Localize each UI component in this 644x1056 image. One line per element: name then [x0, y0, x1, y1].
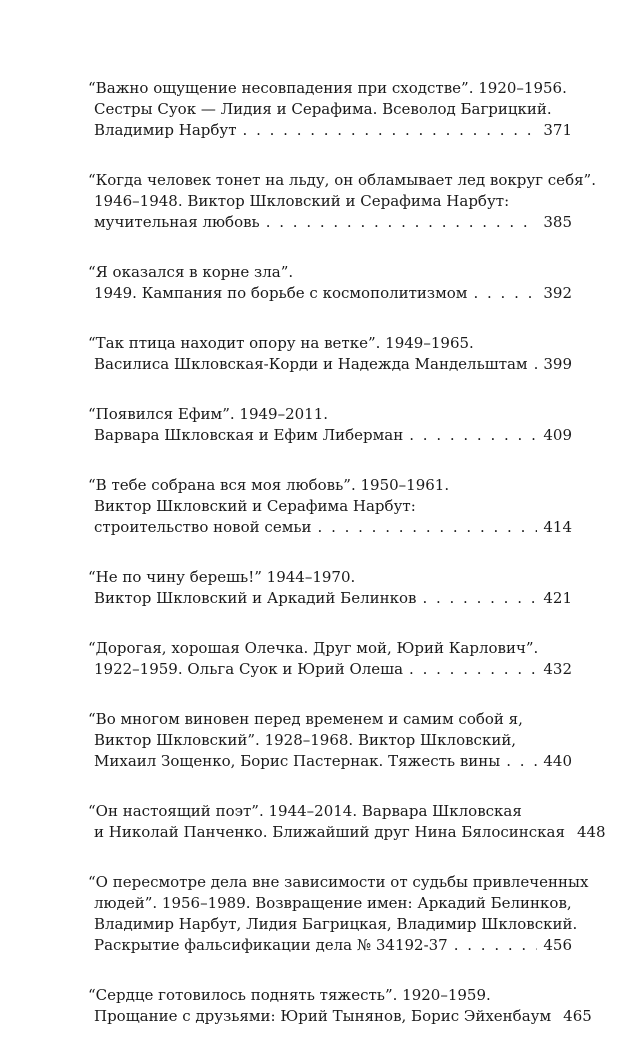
- toc-entry-line: “О пересмотре дела вне зависимости от судьбы привлеченных: [88, 873, 589, 891]
- toc-entry-line: Владимир Нарбут, Лидия Багрицкая, Владимир Шкловский.: [94, 915, 578, 933]
- toc-entry-line: Раскрытие фальсификации дела № 34192-37: [94, 936, 448, 954]
- toc-entry[interactable]: [88, 872, 589, 956]
- toc-entry-line: строительство новой семьи: [94, 518, 312, 536]
- toc-entry-line: мучительная любовь: [94, 213, 260, 231]
- page-number: 414: [543, 518, 572, 536]
- page-number: 385: [543, 213, 572, 231]
- toc-entry-line: 1949. Кампания по борьбе с космополитизмом: [94, 284, 468, 302]
- table-of-contents: [88, 78, 606, 1056]
- toc-entry-line: “Он настоящий поэт”. 1944–2014. Варвара Шкловская: [88, 802, 522, 820]
- toc-entry-line: Виктор Шкловский”. 1928–1968. Виктор Шкловский,: [94, 731, 517, 749]
- toc-entry-last-line: [88, 120, 572, 141]
- toc-entry[interactable]: [88, 567, 572, 609]
- dot-leader: [243, 120, 538, 141]
- toc-entry-line: Виктор Шкловский и Аркадий Белинков: [94, 589, 417, 607]
- toc-entry-last-line: [88, 212, 572, 233]
- page-number: 371: [543, 121, 572, 139]
- page-number: 432: [543, 660, 572, 678]
- dot-leader: [318, 517, 538, 538]
- toc-entry-line: “В тебе собрана вся моя любовь”. 1950–1961.: [88, 476, 450, 494]
- toc-entry-last-line: [88, 1006, 592, 1027]
- page-number: 456: [543, 936, 572, 954]
- toc-entry-last-line: [88, 588, 572, 609]
- toc-entry[interactable]: [88, 262, 572, 304]
- toc-entry-line: Владимир Нарбут: [94, 121, 237, 139]
- toc-entry-last-line: [88, 354, 572, 375]
- toc-entry[interactable]: [88, 404, 572, 446]
- dot-leader: [266, 212, 538, 233]
- toc-entry-last-line: [88, 425, 572, 446]
- page-number: 440: [543, 752, 572, 770]
- toc-entry-last-line: [88, 283, 572, 304]
- toc-entry-last-line: [88, 659, 572, 680]
- dot-leader: [473, 283, 537, 304]
- toc-entry-line: людей”. 1956–1989. Возвращение имен: Аркадий Белинков,: [94, 894, 572, 912]
- page-number: 448: [576, 823, 606, 841]
- toc-entry[interactable]: [88, 475, 572, 538]
- toc-entry[interactable]: [88, 170, 596, 233]
- page-number: 392: [543, 284, 572, 302]
- toc-entry-last-line: [88, 517, 572, 538]
- dot-leader: [534, 354, 538, 375]
- dot-leader: [409, 425, 537, 446]
- toc-entry-line: Виктор Шкловский и Серафима Нарбут:: [94, 497, 416, 515]
- toc-entry-last-line: [88, 935, 572, 956]
- dot-leader: [454, 935, 538, 956]
- toc-entry-line: “Во многом виновен перед временем и самим собой я,: [88, 710, 523, 728]
- toc-entry[interactable]: [88, 709, 572, 772]
- page-number: 409: [543, 426, 572, 444]
- toc-entry-line: Прощание с друзьями: Юрий Тынянов, Борис Эйхенбаум: [94, 1007, 552, 1025]
- toc-entry[interactable]: [88, 985, 592, 1027]
- toc-entry-line: “Так птица находит опору на ветке”. 1949–1965.: [88, 334, 474, 352]
- toc-entry-line: Варвара Шкловская и Ефим Либерман: [94, 426, 404, 444]
- dot-leader: [506, 751, 537, 772]
- toc-entry[interactable]: [88, 801, 606, 843]
- toc-entry-line: “Сердце готовилось поднять тяжесть”. 1920–1959.: [88, 986, 491, 1004]
- toc-entry-last-line: [88, 751, 572, 772]
- dot-leader: [409, 659, 537, 680]
- toc-entry-line: “Важно ощущение несовпадения при сходстве”. 1920–1956.: [88, 79, 567, 97]
- page-number: 421: [543, 589, 572, 607]
- dot-leader: [422, 588, 537, 609]
- toc-entry-line: Сестры Суок — Лидия и Серафима. Всеволод Багрицкий.: [94, 100, 552, 118]
- toc-entry[interactable]: [88, 333, 572, 375]
- toc-entry-line: Василиса Шкловская-Корди и Надежда Мандельштам: [94, 355, 528, 373]
- toc-entry-line: 1922–1959. Ольга Суок и Юрий Олеша: [94, 660, 404, 678]
- toc-entry-line: Михаил Зощенко, Борис Пастернак. Тяжесть вины: [94, 752, 501, 770]
- toc-entry-line: “Не по чину берешь!” 1944–1970.: [88, 568, 356, 586]
- toc-entry-line: и Николай Панченко. Ближайший друг Нина Бялосинская: [94, 823, 565, 841]
- toc-entry[interactable]: [88, 78, 572, 141]
- toc-entry-line: “Я оказался в корне зла”.: [88, 263, 294, 281]
- toc-entry-line: 1946–1948. Виктор Шкловский и Серафима Нарбут:: [94, 192, 510, 210]
- page-number: 399: [543, 355, 572, 373]
- toc-entry[interactable]: [88, 638, 572, 680]
- toc-entry-line: “Дорогая, хорошая Олечка. Друг мой, Юрий Карлович”.: [88, 639, 539, 657]
- toc-entry-last-line: [88, 822, 606, 843]
- toc-entry-line: “Когда человек тонет на льду, он обламывает лед вокруг себя”.: [88, 171, 596, 189]
- toc-entry-line: “Появился Ефим”. 1949–2011.: [88, 405, 329, 423]
- page-number: 465: [563, 1007, 592, 1025]
